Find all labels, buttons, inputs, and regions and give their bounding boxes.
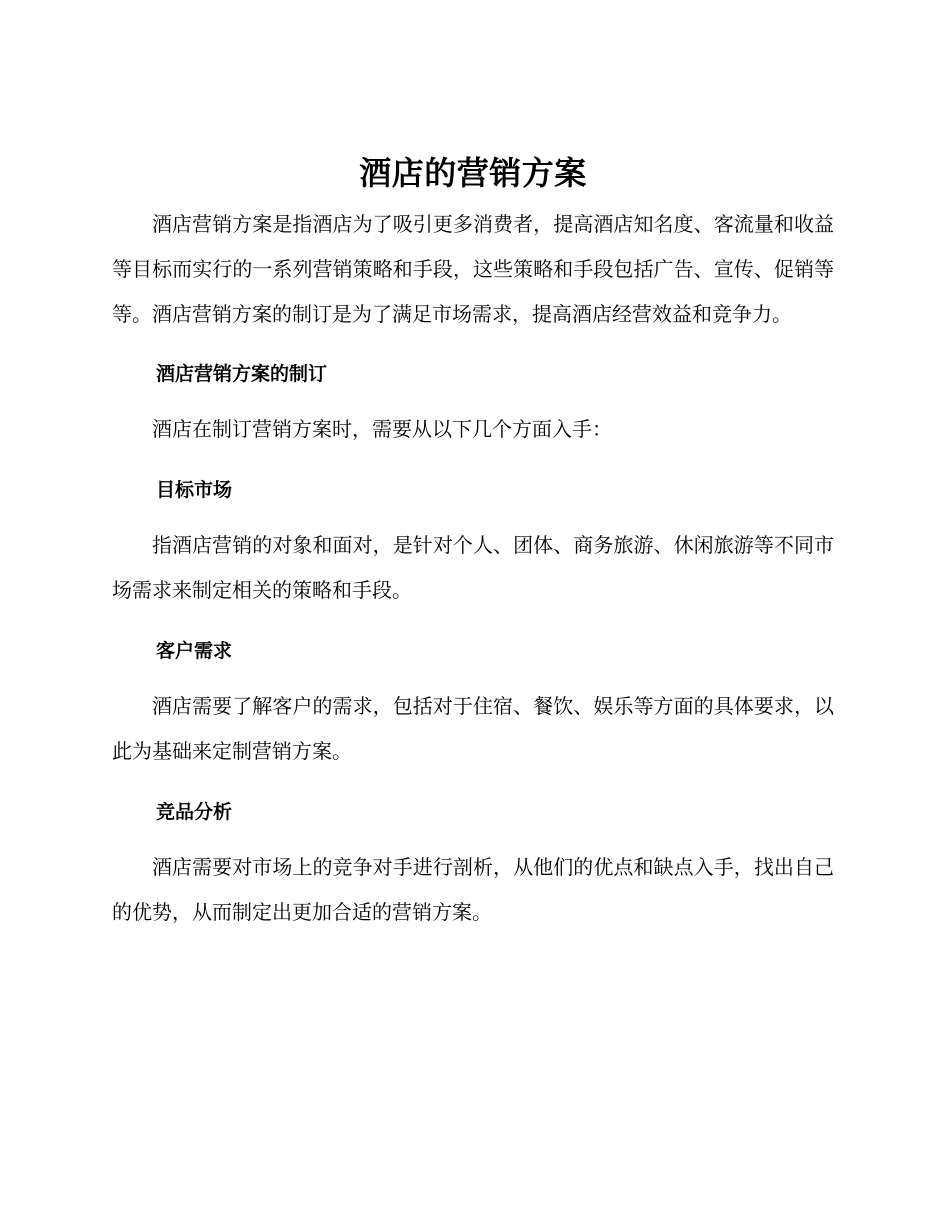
section-body-target-market: 指酒店营销的对象和面对，是针对个人、团体、商务旅游、休闲旅游等不同市场需求来制定相关的策略和手段。	[112, 533, 834, 602]
section-body-customer-needs: 酒店需要了解客户的需求，包括对于住宿、餐饮、娱乐等方面的具体要求，以此为基础来定制营销方案。	[112, 694, 834, 763]
intro-paragraph: 酒店营销方案是指酒店为了吸引更多消费者，提高酒店知名度、客流量和收益等目标而实行的一系列营销策略和手段，这些策略和手段包括广告、宣传、促销等等。酒店营销方案的制订是为了满足市场需求，提高酒店经营效益和竞争力。	[112, 212, 834, 326]
document-content	[112, 150, 834, 935]
document-title: 酒店的营销方案	[359, 154, 587, 192]
section-body-formulation: 酒店在制订营销方案时，需要从以下几个方面入手：	[152, 417, 612, 441]
section-heading-formulation: 酒店营销方案的制订	[156, 363, 328, 385]
section-body-competitor-analysis: 酒店需要对市场上的竞争对手进行剖析，从他们的优点和缺点入手，找出自己的优势，从而制定出更加合适的营销方案。	[112, 855, 834, 924]
section-heading-customer-needs: 客户需求	[156, 640, 233, 662]
section-heading-target-market: 目标市场	[156, 479, 233, 501]
section-heading-competitor-analysis: 竞品分析	[156, 801, 233, 823]
